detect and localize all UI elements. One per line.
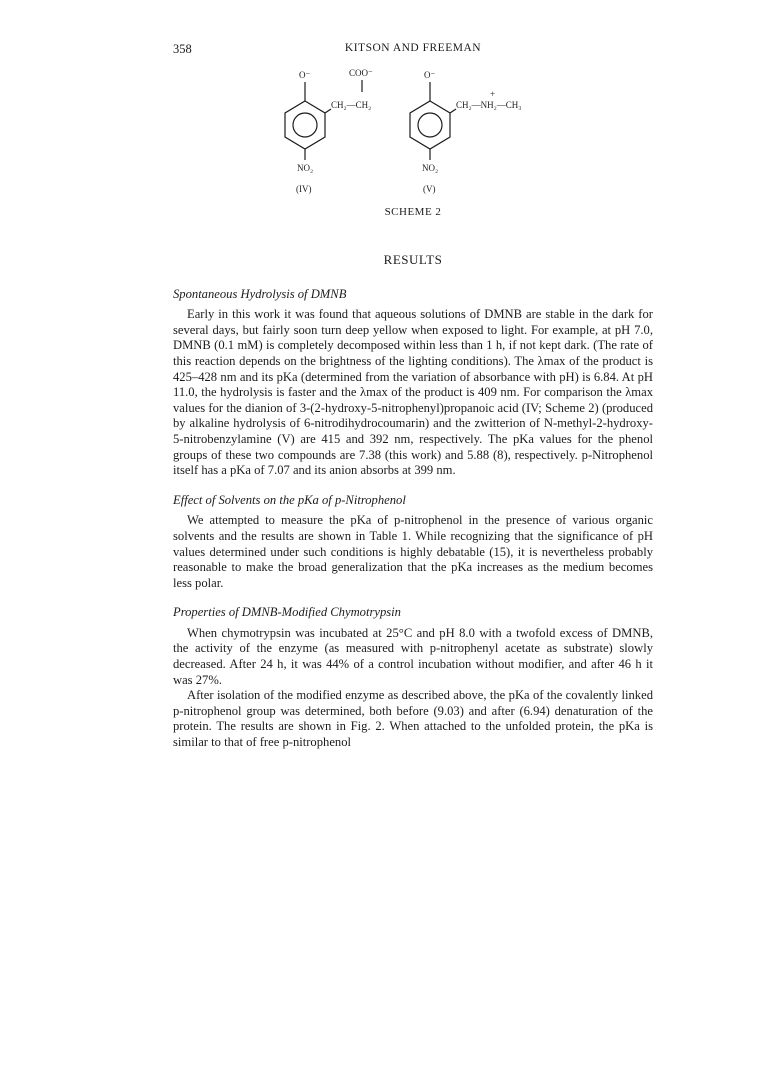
chemical-structures [245, 66, 595, 216]
iv-side-chain-label: CH₂—CH₂ [331, 100, 372, 110]
running-head: KITSON AND FREEMAN [344, 42, 482, 54]
paragraph-chymotrypsin-2: After isolation of the modified enzyme as described above, the pKa of the covalently linked p-nitrophenol group was determined, both before (9.03) and after (6.94) denaturation of the protein. The results are shown in Fig. 2. When attached to the unfolded protein, the pKa is similar to that of free p-nitrophenol [173, 688, 653, 750]
paragraph-chymotrypsin-1: When chymotrypsin was incubated at 25°C and pH 8.0 with a twofold excess of DMNB, the activity of the enzyme (as measured with p-nitrophenyl acetate as substrate) slowly decreased. After 24 h, it was 44% of a control incubation without modifier, and after 46 h it was 27%. [173, 625, 653, 687]
subsection-title-solvents: Effect of Solvents on the pKa of p-Nitrophenol [173, 492, 406, 507]
iv-oxide-label: O⁻ [299, 70, 311, 80]
results-heading: RESULTS [383, 252, 443, 267]
v-side-chain-label: CH₂—NH₂—CH₃ [456, 100, 522, 110]
v-nitro-label: NO₂ [422, 163, 439, 173]
v-compound-label: (V) [423, 184, 436, 194]
iv-nitro-label: NO₂ [297, 163, 314, 173]
benzene-ring-v-icon [410, 82, 456, 160]
benzene-ring-iv-icon [285, 80, 362, 160]
paragraph-solvents: We attempted to measure the pKa of p-nitrophenol in the presence of various organic solvents and the results are shown in Table 1. While recognizing that the significance of pH values determined under such conditions is highly debatable (15), it is nevertheless probably reasonable to make the broad generalization that the pKa increases as the medium becomes less polar. [173, 513, 653, 590]
iv-compound-label: (IV) [296, 184, 312, 194]
page-number: 358 [173, 42, 192, 56]
page-header [173, 42, 653, 60]
results-section [173, 252, 653, 751]
v-charge-label: + [490, 89, 496, 99]
iv-carboxylate-label: COO⁻ [349, 68, 373, 78]
v-oxide-label: O⁻ [424, 70, 436, 80]
paragraph-hydrolysis: Early in this work it was found that aqueous solutions of DMNB are stable in the dark for several days, but fairly soon turn deep yellow when exposed to light. For example, at pH 7.0, DMNB (0.1 mM) is completely decomposed within less than 1 h, if not kept dark. (The rate of this reaction depends on the brightness of the lighting conditions). The λmax of the product is 425–428 nm and its pKa (determined from the variation of absorbance with pH) is 6.84. At pH 11.0, the hydrolysis is faster and the λmax of the product is 409 nm. For comparison the λmax values for the dianion of 3-(2-hydroxy-5-nitrophenyl)propanoic acid (IV; Scheme 2) (produced by alkaline hydrolysis of 6-nitrodihydrocoumarin) and the zwitterion of N-methyl-2-hydroxy-5-nitrobenzylamine (V) are 415 and 392 nm, respectively. The pKa values for the phenol groups of these two compounds are 7.38 (this work) and 5.88 (8), respectively. p-Nitrophenol itself has a pKa of 7.07 and its anion absorbs at 399 nm. [173, 307, 653, 478]
scheme-caption: SCHEME 2 [384, 206, 442, 218]
scheme-2-figure [245, 66, 595, 216]
subsection-title-chymotrypsin: Properties of DMNB-Modified Chymotrypsin [173, 605, 401, 620]
subsection-title-hydrolysis: Spontaneous Hydrolysis of DMNB [173, 286, 347, 301]
